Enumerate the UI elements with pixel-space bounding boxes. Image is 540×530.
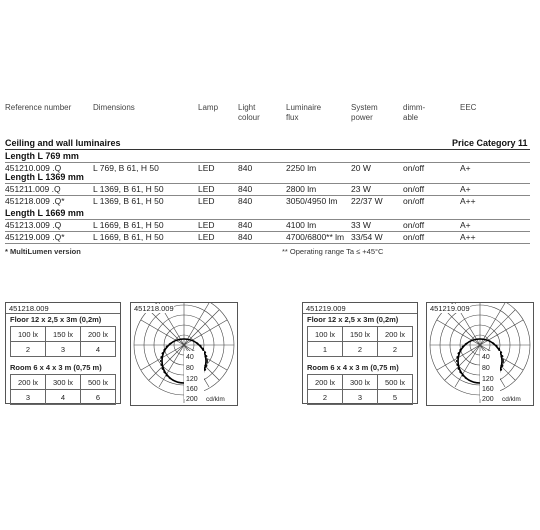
floor-head: 100 lx: [11, 327, 46, 342]
polar-tick: 120: [186, 376, 198, 383]
cell-eec: A+: [460, 220, 471, 230]
cell-colour: 840: [238, 163, 253, 173]
group-title: Length L 1369 mm: [5, 172, 84, 182]
header-dimensions: Dimensions: [93, 103, 135, 112]
cell-colour: 840: [238, 196, 253, 206]
floor-value: 4: [81, 342, 116, 357]
section-rule: [5, 149, 530, 150]
floor-head: 150 lx: [343, 327, 378, 342]
row-rule: [5, 162, 530, 163]
section-title: Ceiling and wall luminaires: [5, 138, 121, 148]
cell-ref: 451213.009 .Q: [5, 220, 62, 230]
cell-ref: 451211.009 .Q: [5, 184, 61, 194]
polar-tick: 120: [482, 376, 494, 383]
floor-table: [307, 326, 413, 357]
row-rule: [5, 183, 530, 184]
lux-table: [5, 302, 121, 404]
polar-diagram-svg: [427, 303, 533, 405]
cell-dim: L 1369, B 61, H 50: [93, 196, 164, 206]
floor-value: 1: [308, 342, 343, 357]
cell-colour: 840: [238, 232, 253, 242]
floor-value: 2: [378, 342, 413, 357]
cell-lamp: LED: [198, 163, 215, 173]
row-rule: [5, 231, 530, 232]
cell-power: 23 W: [351, 184, 371, 194]
room-value: 2: [308, 390, 343, 405]
header-dimmable: dimm-able: [403, 103, 426, 122]
room-head: 200 lx: [11, 375, 46, 390]
floor-value: 2: [11, 342, 46, 357]
room-title: Room 6 x 4 x 3 m (0,75 m): [10, 363, 102, 372]
polar-diagram-svg: [131, 303, 237, 405]
cell-lamp: LED: [198, 184, 215, 194]
cell-dim: L 1669, B 61, H 50: [93, 220, 164, 230]
polar-tick: 160: [186, 386, 198, 393]
header-lamp: Lamp: [198, 103, 219, 112]
floor-head: 200 lx: [378, 327, 413, 342]
cell-ref: 451210.009 .Q: [5, 163, 62, 173]
footnote-operating-range: ** Operating range Ta ≤ +45°C: [282, 247, 384, 256]
cell-colour: 840: [238, 184, 253, 194]
lux-table-code: 451218.009: [9, 304, 49, 313]
room-table: [10, 374, 116, 405]
polar-tick: 40: [482, 354, 490, 361]
cell-power: 33 W: [351, 220, 371, 230]
room-title: Room 6 x 4 x 3 m (0,75 m): [307, 363, 399, 372]
polar-diagram: [130, 302, 238, 406]
cell-eec: A++: [460, 196, 476, 206]
floor-table: [10, 326, 116, 357]
cell-dimmable: on/off: [403, 232, 425, 242]
cell-eec: A+: [460, 163, 471, 173]
polar-tick: 80: [186, 365, 194, 372]
polar-tick: 160: [482, 386, 494, 393]
cell-dimmable: on/off: [403, 163, 425, 173]
cell-flux: 2250 lm: [286, 163, 317, 173]
floor-title: Floor 12 x 2,5 x 3m (0,2m): [307, 315, 399, 324]
floor-head: 200 lx: [81, 327, 116, 342]
header-luminaire-flux: Luminaire flux: [286, 103, 322, 122]
group-title: Length L 1669 mm: [5, 208, 84, 218]
cell-dim: L 769, B 61, H 50: [93, 163, 159, 173]
lux-table: [302, 302, 418, 404]
cell-dim: L 1669, B 61, H 50: [93, 232, 164, 242]
cell-dimmable: on/off: [403, 184, 425, 194]
cell-eec: A++: [460, 232, 476, 242]
header-light-colour: Light colour: [238, 103, 260, 122]
row-rule: [5, 195, 530, 196]
room-value: 3: [11, 390, 46, 405]
row-rule: [5, 219, 530, 220]
group-title: Length L 769 mm: [5, 151, 79, 161]
cell-power: 33/54 W: [351, 232, 383, 242]
cell-power: 22/37 W: [351, 196, 383, 206]
floor-title: Floor 12 x 2,5 x 3m (0,2m): [10, 315, 102, 324]
header-reference: Reference number: [5, 103, 72, 112]
cell-dimmable: on/off: [403, 196, 425, 206]
room-head: 500 lx: [378, 375, 413, 390]
room-value: 4: [46, 390, 81, 405]
cell-lamp: LED: [198, 232, 215, 242]
room-head: 300 lx: [46, 375, 81, 390]
polar-tick: 200: [186, 396, 198, 403]
cell-flux: 3050/4950 lm: [286, 196, 338, 206]
footnote-multilumen: * MultiLumen version: [5, 247, 81, 256]
room-head: 300 lx: [343, 375, 378, 390]
cell-dim: L 1369, B 61, H 50: [93, 184, 164, 194]
polar-diagram: [426, 302, 534, 406]
cell-ref: 451218.009 .Q*: [5, 196, 65, 206]
cell-flux: 2800 lm: [286, 184, 317, 194]
floor-head: 150 lx: [46, 327, 81, 342]
cell-flux: 4100 lm: [286, 220, 317, 230]
header-system-power: System power: [351, 103, 378, 122]
price-category: Price Category 11: [452, 138, 528, 148]
polar-code: 451219.009: [430, 304, 470, 313]
room-head: 500 lx: [81, 375, 116, 390]
cell-lamp: LED: [198, 220, 215, 230]
room-value: 6: [81, 390, 116, 405]
cell-colour: 840: [238, 220, 253, 230]
polar-tick: 40: [186, 354, 194, 361]
cell-eec: A+: [460, 184, 471, 194]
room-table: [307, 374, 413, 405]
header-eec: EEC: [460, 103, 477, 112]
lux-table-code: 451219.009: [306, 304, 346, 313]
cell-flux: 4700/6800** lm: [286, 232, 345, 242]
polar-unit: cd/klm: [206, 396, 225, 403]
polar-tick: 80: [482, 365, 490, 372]
cell-ref: 451219.009 .Q*: [5, 232, 65, 242]
floor-head: 100 lx: [308, 327, 343, 342]
floor-value: 3: [46, 342, 81, 357]
cell-dimmable: on/off: [403, 220, 425, 230]
cell-power: 20 W: [351, 163, 371, 173]
cell-lamp: LED: [198, 196, 215, 206]
floor-value: 2: [343, 342, 378, 357]
room-head: 200 lx: [308, 375, 343, 390]
polar-tick: 200: [482, 396, 494, 403]
room-value: 5: [378, 390, 413, 405]
room-value: 3: [343, 390, 378, 405]
polar-code: 451218.009: [134, 304, 174, 313]
row-rule: [5, 243, 530, 244]
polar-unit: cd/klm: [502, 396, 521, 403]
